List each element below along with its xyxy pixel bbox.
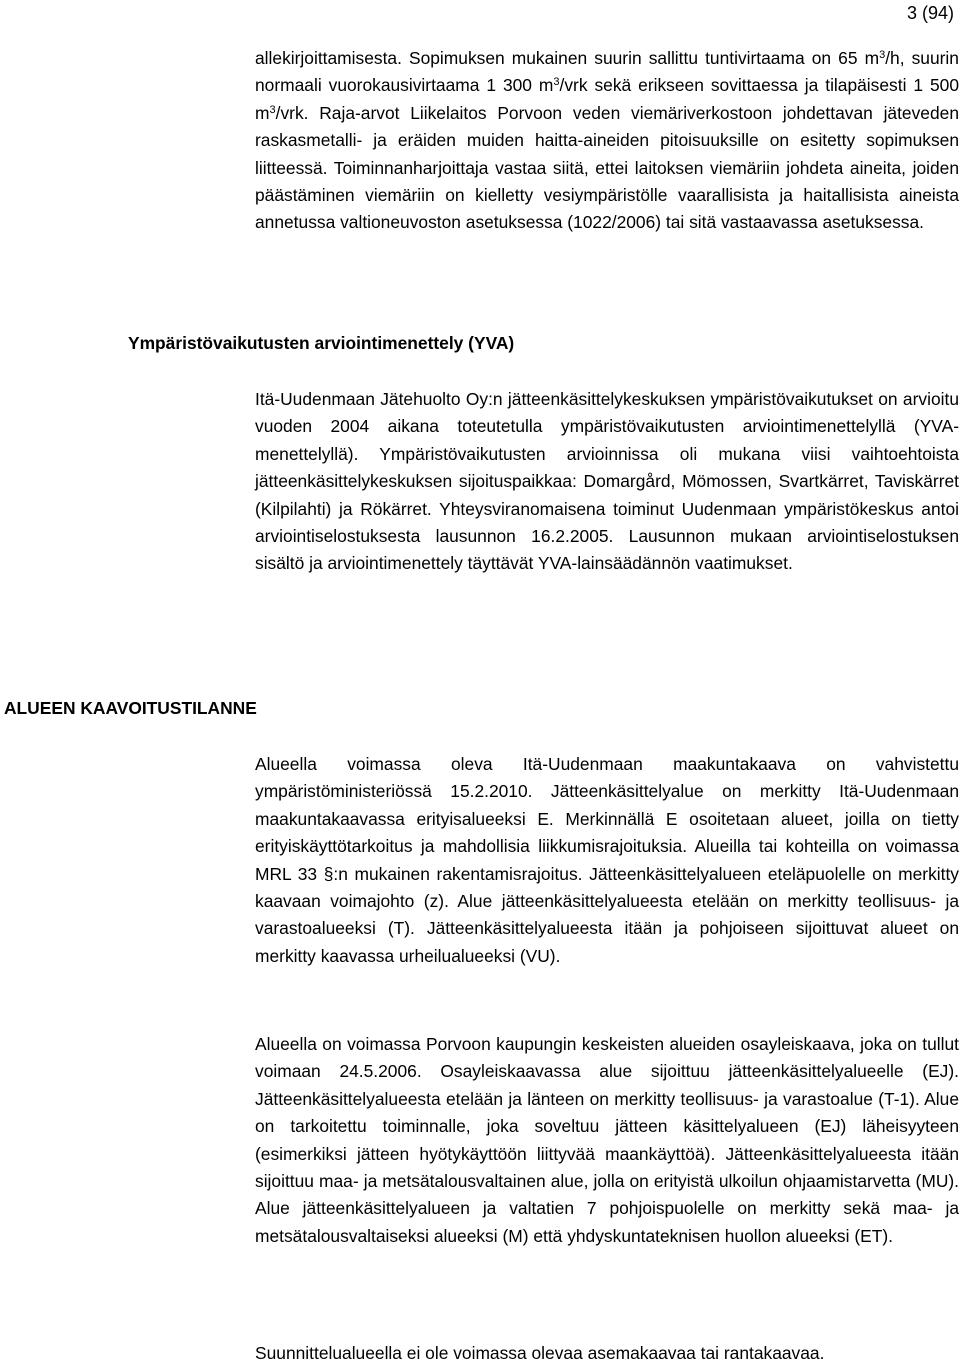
intro-text: allekirjoittamisesta. Sopimuksen mukainen suurin sallittu tuntivirtaama on 65 $m^3/h$, suurin normaali vuorokausivirtaama 1 300 $m^3$/vrk sekä erikseen sovittaessa ja tilapäisesti 1 500 $m^3$/vrk. Raja-arvot Liikelaitos Porvoon veden viemäriverkostoon johdettavan jäteveden raskasmetalli- ja eräiden muiden haitta-aineiden pitoisuuksille on esitetty sopimuksen liitteessä. Toiminnanharjoittaja vastaa siitä, ettei laitoksen viemäriin johdeta aineita, joiden päästäminen viemäriin on kielletty vesiympäristölle vaarallisista ja haitallisista aineista annetussa valtioneuvoston asetuksessa (1022/2006) tai sitä vastaavassa asetuksessa. [255, 48, 959, 233]
yva-paragraph: Itä-Uudenmaan Jätehuolto Oy:n jätteenkäsittelykeskuksen ympäristövaikutukset on arvioitu vuoden 2004 aikana toteutetulla ympäristövaikutusten arviointimenettelyllä (YVA-menettelyllä). Ympäristövaikutusten arvioinnissa oli mukana viisi vaihtoehtoista jätteenkäsittelykeskuksen sijoituspaikkaa: Domargård, Mömossen, Svartkärret, Taviskärret (Kilpilahti) ja Rökärret. Yhteysviranomaisena toiminut Uudenmaan ympäristökeskus antoi arviointiselostuksesta lausunnon 16.2.2005. Lausunnon mukaan arviointiselostuksen sisältö ja arviointimenettely täyttävät YVA-lainsäädännön vaatimukset. [255, 389, 959, 574]
maakuntakaava-text: Alueella voimassa oleva Itä-Uudenmaan maakuntakaava on vahvistettu ympäristöministeriössä 15.2.2010. Jätteenkäsittelyalue on merkitty Itä-Uudenmaan maakuntakaavassa erityisalueeksi E. Merkinnällä E osoitetaan alueet, joilla on tietty erityiskäyttötarkoitus ja mahdollisia liikkumisrajoituksia. Alueilla tai kohteilla on voimassa MRL 33 §:n mukainen rakentamisrajoitus. Jätteenkäsittelyalueen eteläpuolelle on merkitty kaavaan voimajohto (z). Alue jätteenkäsittelyalueesta etelään on merkitty teollisuus- ja varastoalueeksi (T). Jätteenkäsittelyalueesta itään ja pohjoiseen sijoittuvat alueet on merkitty kaavassa urheilualueeksi (VU). [255, 754, 959, 966]
yva-heading: Ympäristövaikutusten arviointimenettely (YVA) [128, 333, 515, 353]
kaavoitustilanne-heading: ALUEEN KAAVOITUSTILANNE [4, 698, 257, 718]
kaava-paragraph-2 [255, 1031, 959, 1250]
page-number: 3 (94) [906, 3, 954, 23]
asemakaava-text: Suunnittelualueella ei ole voimassa olevaa asemakaavaa tai rantakaavaa. [255, 1343, 825, 1363]
yva-section [255, 386, 959, 578]
intro-paragraph [255, 45, 959, 237]
kaava-paragraph-3 [255, 1340, 959, 1367]
osayleiskaava-text: Alueella on voimassa Porvoon kaupungin keskeisten alueiden osayleiskaava, joka on tullut voimaan 24.5.2006. Osayleiskaavassa alue sijoittuu jätteenkäsittelyalueelle (EJ). Jätteenkäsittelyalueesta etelään ja länteen on merkitty teollisuus- ja varastoalue (T-1). Alue on tarkoitettu toiminnalle, joka soveltuu jätteen käsittelyalueen (EJ) läheisyyteen (esimerkiksi jätteen hyötykäyttöön liittyvää maankäyttöä). Jätteenkäsittelyalueesta itään sijoittuu maa- ja metsätalousvaltainen alue, jolla on erityistä ulkoilun ohjaamistarvetta (MU). Alue jätteenkäsittelyalueen ja valtatien 7 pohjoispuolelle on merkitty sekä maa- ja metsätalousvaltaiseksi alueeksi (M) että yhdyskuntateknisen huollon alueeksi (ET). [255, 1034, 959, 1246]
kaava-paragraph-1 [255, 751, 959, 970]
